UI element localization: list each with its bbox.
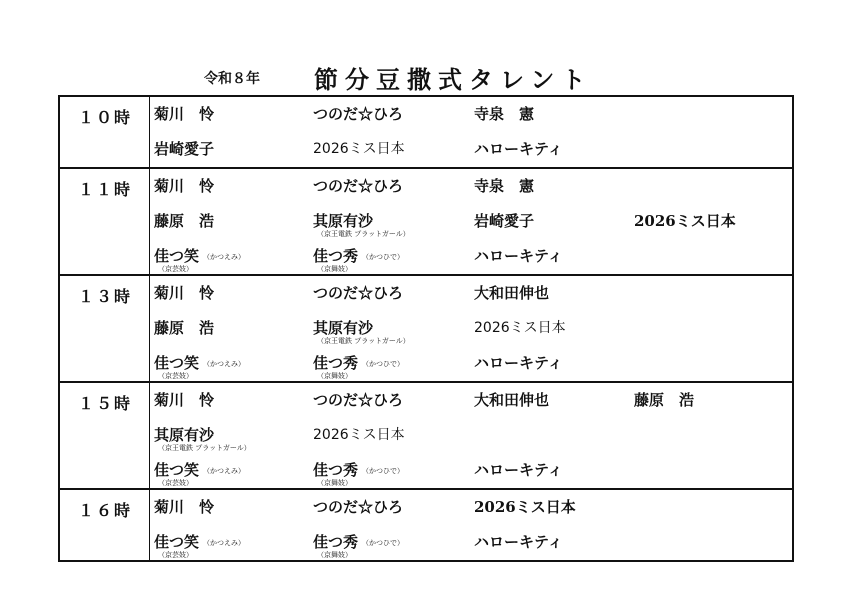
talent-name: 2026ミス日本 [474, 320, 566, 336]
talent-row [60, 383, 792, 418]
talent-name: 寺泉 憲 [474, 105, 535, 123]
time-block [60, 97, 792, 169]
talent-name: 2026ミス日本 [474, 498, 576, 516]
talent-entry [154, 210, 214, 231]
talent-row [60, 346, 792, 381]
talent-entry [474, 103, 534, 124]
talent-row [60, 132, 792, 167]
time-label: １１時 [77, 180, 132, 199]
talent-reading: （かつひで） [362, 253, 405, 261]
talent-entry [154, 103, 214, 124]
talent-name: 岩崎愛子 [474, 212, 535, 230]
talent-name: 其原有沙 [313, 212, 374, 230]
talent-entry [154, 282, 214, 303]
talent-entry [313, 531, 404, 560]
talent-reading: （かつえみ） [203, 360, 246, 368]
talent-name: 藤原 浩 [634, 391, 695, 409]
talent-name: 藤原 浩 [154, 319, 215, 337]
talent-entry [474, 317, 566, 337]
talent-entry [313, 389, 403, 410]
talent-entry [154, 496, 214, 517]
talent-name: 大和田伸也 [474, 391, 550, 409]
talent-row [60, 276, 792, 311]
talent-name: ハローキティ [474, 461, 563, 479]
talent-name: 佳つ笑 [154, 247, 200, 265]
talent-name: つのだ☆ひろ [313, 391, 404, 409]
talent-name: 大和田伸也 [474, 284, 550, 302]
talent-name: 2026ミス日本 [313, 141, 405, 157]
talent-entry [154, 459, 245, 488]
talent-entry [154, 424, 251, 453]
talent-name: 菊川 怜 [154, 177, 215, 195]
talent-reading: （かつひで） [362, 360, 405, 368]
talent-reading: （かつひで） [362, 467, 405, 475]
talent-affiliation: （京舞妓） [317, 479, 352, 487]
talent-entry [474, 352, 563, 373]
talent-affiliation: （京芸妓） [158, 479, 193, 487]
talent-affiliation: （京王電鉄 プラットガール） [317, 337, 410, 345]
talent-affiliation: （京芸妓） [158, 265, 193, 273]
talent-entry [313, 317, 410, 346]
talent-entry [154, 317, 214, 338]
talent-row [60, 97, 792, 132]
talent-affiliation: （京芸妓） [158, 372, 193, 380]
talent-entry [474, 245, 563, 266]
time-block [60, 383, 792, 490]
talent-name: 佳つ笑 [154, 354, 200, 372]
talent-entry [154, 138, 214, 159]
talent-name: つのだ☆ひろ [313, 105, 404, 123]
talent-name: 岩崎愛子 [154, 140, 215, 158]
time-label: １５時 [77, 394, 132, 413]
talent-entry [634, 389, 694, 410]
talent-affiliation: （京芸妓） [158, 551, 193, 559]
talent-name: 寺泉 憲 [474, 177, 535, 195]
talent-entry [634, 210, 736, 231]
talent-entry [474, 531, 563, 552]
talent-row [60, 239, 792, 274]
talent-entry [474, 496, 576, 517]
page-header [0, 60, 848, 94]
year-label: 令和８年 [204, 71, 260, 87]
talent-name: 其原有沙 [313, 319, 374, 337]
talent-name: 2026ミス日本 [313, 427, 405, 443]
talent-entry [313, 282, 403, 303]
talent-name: つのだ☆ひろ [313, 284, 404, 302]
talent-entry [154, 531, 245, 560]
talent-affiliation: （京舞妓） [317, 265, 352, 273]
time-block [60, 276, 792, 383]
talent-entry [313, 496, 403, 517]
time-block [60, 169, 792, 276]
talent-entry [313, 103, 403, 124]
talent-entry [474, 389, 549, 410]
talent-name: つのだ☆ひろ [313, 177, 404, 195]
talent-entry [474, 459, 563, 480]
talent-row [60, 453, 792, 488]
talent-entry [154, 389, 214, 410]
talent-name: 菊川 怜 [154, 391, 215, 409]
talent-name: 佳つ秀 [313, 247, 359, 265]
talent-row [60, 311, 792, 346]
talent-name: ハローキティ [474, 247, 563, 265]
talent-reading: （かつひで） [362, 539, 405, 547]
talent-entry [154, 245, 245, 274]
talent-name: ハローキティ [474, 354, 563, 372]
talent-name: つのだ☆ひろ [313, 498, 404, 516]
talent-affiliation: （京王電鉄 プラットガール） [317, 230, 410, 238]
talent-row [60, 204, 792, 239]
talent-entry [474, 175, 534, 196]
talent-entry [154, 175, 214, 196]
talent-entry [154, 352, 245, 381]
talent-reading: （かつえみ） [203, 467, 246, 475]
talent-name: 藤原 浩 [154, 212, 215, 230]
talent-row [60, 169, 792, 204]
talent-entry [474, 138, 563, 159]
talent-entry [313, 352, 404, 381]
talent-row [60, 418, 792, 453]
talent-entry [313, 138, 405, 158]
time-block [60, 490, 792, 562]
talent-row [60, 525, 792, 560]
talent-entry [313, 210, 410, 239]
talent-name: 佳つ笑 [154, 533, 200, 551]
talent-entry [313, 424, 405, 444]
talent-entry [313, 175, 403, 196]
talent-reading: （かつえみ） [203, 539, 246, 547]
schedule-table [58, 95, 794, 562]
talent-name: 菊川 怜 [154, 284, 215, 302]
time-label: １３時 [77, 287, 132, 306]
talent-affiliation: （京舞妓） [317, 372, 352, 380]
talent-entry [474, 282, 549, 303]
talent-affiliation: （京舞妓） [317, 551, 352, 559]
talent-name: 菊川 怜 [154, 105, 215, 123]
talent-name: ハローキティ [474, 140, 563, 158]
talent-name: 佳つ秀 [313, 533, 359, 551]
talent-name: 2026ミス日本 [634, 212, 736, 230]
talent-name: 佳つ秀 [313, 461, 359, 479]
time-label: １０時 [77, 108, 132, 127]
talent-entry [313, 459, 404, 488]
talent-name: 其原有沙 [154, 426, 215, 444]
talent-reading: （かつえみ） [203, 253, 246, 261]
time-label: １６時 [77, 501, 132, 520]
page-title: 節分豆撒式タレント [314, 65, 593, 94]
talent-name: 佳つ笑 [154, 461, 200, 479]
talent-name: 菊川 怜 [154, 498, 215, 516]
talent-name: ハローキティ [474, 533, 563, 551]
talent-row [60, 490, 792, 525]
talent-affiliation: （京王電鉄 プラットガール） [158, 444, 251, 452]
talent-entry [474, 210, 534, 231]
talent-name: 佳つ秀 [313, 354, 359, 372]
talent-entry [313, 245, 404, 274]
